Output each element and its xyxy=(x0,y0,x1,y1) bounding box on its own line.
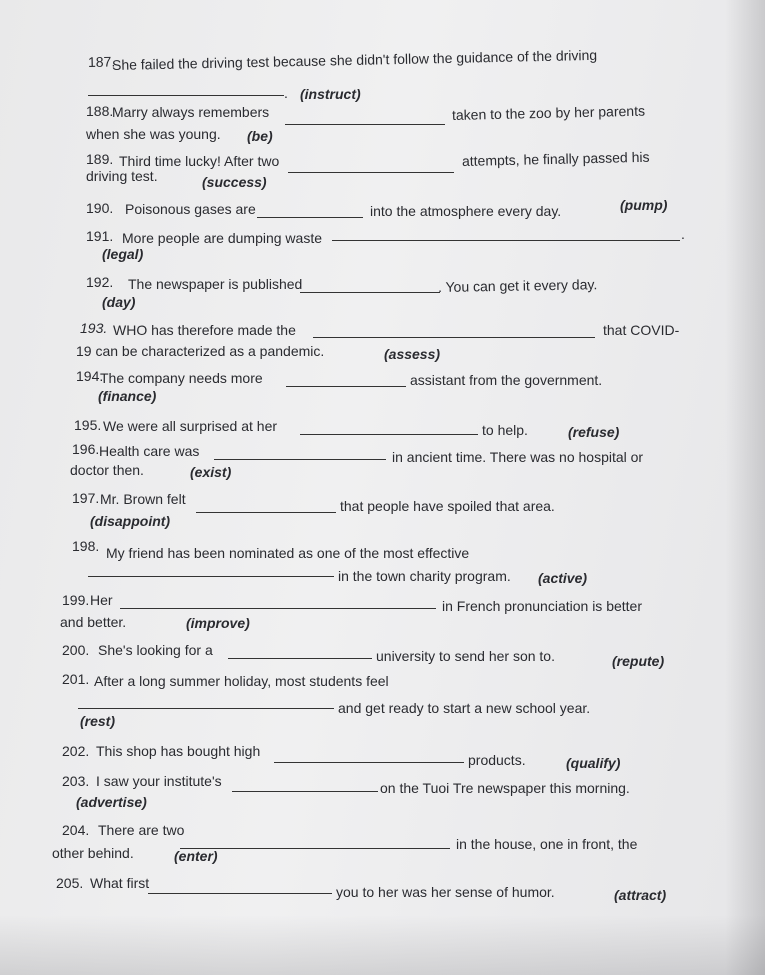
question-text-line2: other behind. xyxy=(52,845,134,861)
question-text: She's looking for a xyxy=(98,642,213,658)
question-text: Health care was xyxy=(99,443,200,459)
answer-blank[interactable] xyxy=(148,893,332,894)
question-text-cont: to help. xyxy=(482,422,528,438)
question-number: 193. xyxy=(80,320,108,336)
word-hint: (advertise) xyxy=(76,794,147,810)
question-text: WHO has therefore made the xyxy=(113,322,296,338)
question-text-line2: when she was young. xyxy=(86,126,221,142)
question-text: There are two xyxy=(98,822,185,838)
question-number: 203. xyxy=(62,773,90,789)
question-text-line2: doctor then. xyxy=(70,462,144,478)
word-hint: (improve) xyxy=(186,615,250,631)
question-text: She failed the driving test because she didn't follow the guidance of the driving xyxy=(111,46,598,73)
word-hint: (attract) xyxy=(614,887,667,903)
word-hint: (success) xyxy=(202,174,267,190)
question-number: 192. xyxy=(86,274,114,290)
question-text: My friend has been nominated as one of the most effective xyxy=(106,545,470,561)
question-number: 188. xyxy=(86,103,114,119)
question-number: 194. xyxy=(76,368,104,384)
word-hint: (rest) xyxy=(80,713,116,729)
question-text: Third time lucky! After two xyxy=(119,153,280,169)
question-text-cont: in French pronunciation is better xyxy=(442,598,642,614)
question-text-cont: products. xyxy=(468,752,526,768)
question-text-cont: assistant from the government. xyxy=(410,372,603,388)
question-text-cont: in the house, one in front, the xyxy=(456,836,638,852)
question-number: 201. xyxy=(62,671,90,687)
word-hint: (finance) xyxy=(98,388,157,404)
question-number: 198. xyxy=(72,538,100,554)
answer-blank[interactable] xyxy=(300,434,478,435)
question-text-cont: on the Tuoi Tre newspaper this morning. xyxy=(380,780,630,796)
question-text: Mr. Brown felt xyxy=(100,491,186,507)
question-number: 191. xyxy=(86,228,114,244)
word-hint: (instruct) xyxy=(300,86,361,102)
question-text: Marry always remembers xyxy=(112,104,270,120)
question-number: 195. xyxy=(74,417,102,433)
question-number: 204. xyxy=(62,822,90,838)
question-text: More people are dumping waste xyxy=(122,230,323,246)
question-number: 190. xyxy=(86,200,114,216)
question-text: This shop has bought high xyxy=(96,743,261,759)
question-number: 197. xyxy=(72,490,100,506)
question-text-line2: driving test. xyxy=(86,168,158,184)
question-number: 200. xyxy=(62,642,90,658)
word-hint: (enter) xyxy=(174,848,218,864)
answer-blank[interactable] xyxy=(88,95,284,96)
answer-blank[interactable] xyxy=(286,386,406,387)
question-number: 202. xyxy=(62,743,90,759)
question-number: 187. xyxy=(87,53,116,70)
question-text: Her xyxy=(90,592,113,608)
answer-blank[interactable] xyxy=(288,172,454,173)
answer-blank[interactable] xyxy=(285,124,445,125)
question-text: We were all surprised at her xyxy=(103,418,278,434)
word-hint: (active) xyxy=(538,570,588,586)
question-text-cont: in the town charity program. xyxy=(338,568,511,584)
word-hint: (assess) xyxy=(384,346,441,362)
answer-blank[interactable] xyxy=(88,576,334,577)
word-hint: (repute) xyxy=(612,653,665,669)
question-text-end: . xyxy=(284,85,288,101)
answer-blank[interactable] xyxy=(228,658,372,659)
answer-blank[interactable] xyxy=(257,217,363,218)
page-shadow-right xyxy=(725,0,765,975)
question-text-cont: . You can get it every day. xyxy=(437,276,598,295)
word-hint: (qualify) xyxy=(566,755,621,771)
answer-blank[interactable] xyxy=(274,762,464,763)
word-hint: (legal) xyxy=(102,246,144,262)
page-shadow-bottom xyxy=(0,915,765,975)
word-hint: (exist) xyxy=(190,464,232,480)
question-text-line2: 19 can be characterized as a pandemic. xyxy=(76,343,325,359)
question-number: 205. xyxy=(56,875,84,891)
question-text-cont: into the atmosphere every day. xyxy=(370,203,562,219)
word-hint: (be) xyxy=(247,128,273,144)
question-text: After a long summer holiday, most students feel xyxy=(94,673,389,689)
answer-blank[interactable] xyxy=(120,608,436,609)
question-text: The newspaper is published xyxy=(128,276,303,292)
question-text-cont: and get ready to start a new school year. xyxy=(338,700,591,716)
question-text: I saw your institute's xyxy=(96,773,222,789)
answer-blank[interactable] xyxy=(300,292,440,293)
word-hint: (pump) xyxy=(620,197,668,213)
answer-blank[interactable] xyxy=(196,512,336,513)
question-text-cont: in ancient time. There was no hospital or xyxy=(392,449,644,465)
question-text: Poisonous gases are xyxy=(125,201,256,217)
word-hint: (disappoint) xyxy=(90,513,171,529)
question-number: 199. xyxy=(62,592,90,608)
word-hint: (day) xyxy=(102,294,136,310)
question-text-cont: taken to the zoo by her parents xyxy=(451,102,646,123)
answer-blank[interactable] xyxy=(78,708,334,709)
answer-blank[interactable] xyxy=(332,240,680,241)
word-hint: (refuse) xyxy=(568,424,620,440)
question-text-line2: and better. xyxy=(60,614,127,630)
answer-blank[interactable] xyxy=(214,459,386,460)
question-text: The company needs more xyxy=(100,370,263,386)
question-text-cont: that people have spoiled that area. xyxy=(340,498,555,514)
question-text-cont: you to her was her sense of humor. xyxy=(336,884,555,900)
answer-blank[interactable] xyxy=(232,791,378,792)
question-text-end: . xyxy=(681,226,685,242)
question-number: 196. xyxy=(72,441,100,457)
answer-blank[interactable] xyxy=(180,848,450,849)
question-text-cont: university to send her son to. xyxy=(376,648,555,664)
question-text: What first xyxy=(90,875,150,891)
answer-blank[interactable] xyxy=(313,337,595,338)
question-number: 189. xyxy=(86,151,114,167)
question-text-cont: attempts, he finally passed his xyxy=(461,148,650,169)
question-text-cont: that COVID- xyxy=(603,322,680,338)
